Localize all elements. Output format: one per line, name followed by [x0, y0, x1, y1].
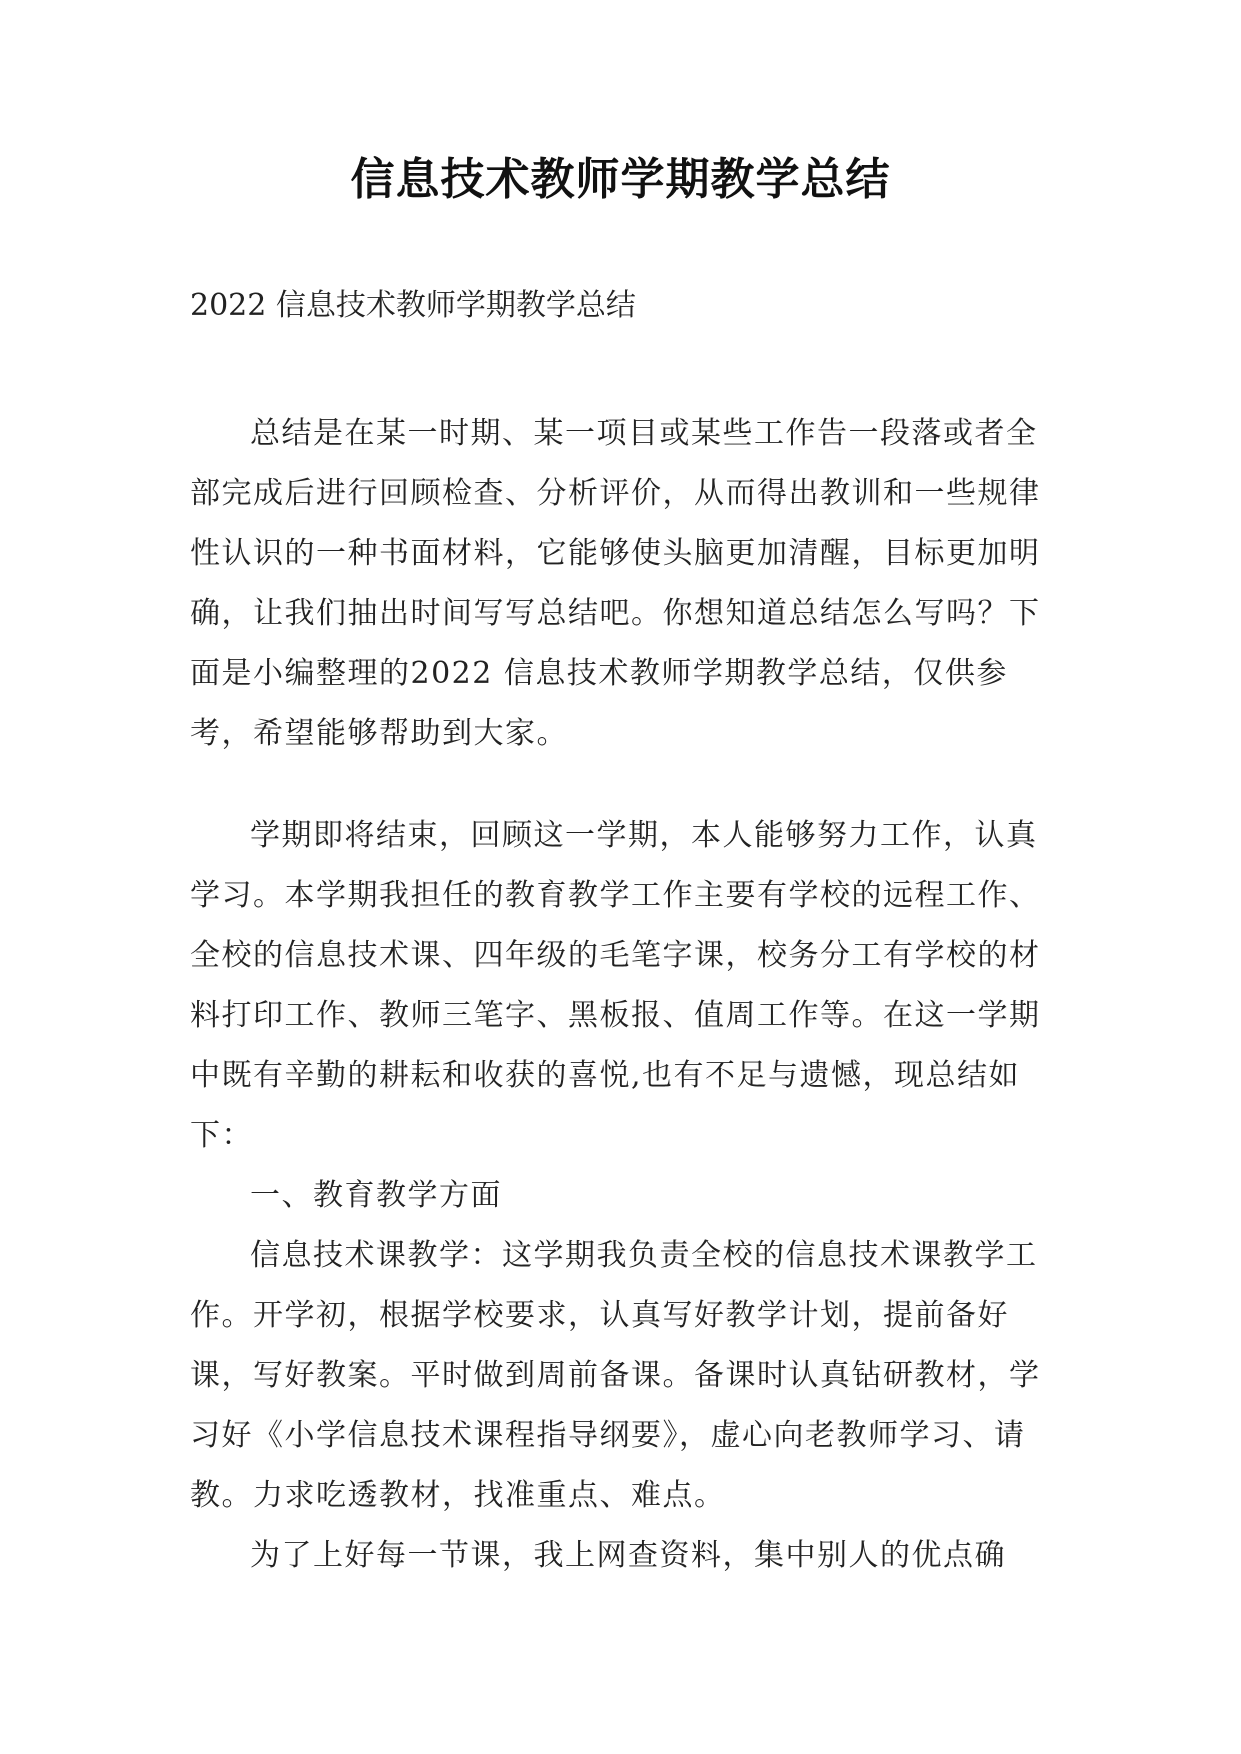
continuation-paragraph: 为了上好每一节课，我上网查资料，集中别人的优点确: [250, 1538, 1006, 1573]
document-subtitle: 2022 信息技术教师学期教学总结: [190, 288, 636, 323]
summary-paragraph: 学期即将结束，回顾这一学期，本人能够努力工作，认真学习。本学期我担任的教育教学工作主要有学校的远程工作、全校的信息技术课、四年级的毛笔字课，校务分工有学校的材料打印工作、教师三笔字、黑板报、值周工作等。在这一学期中既有辛勤的耕耘和收获的喜悦,也有不足与遗憾，现总结如下：: [190, 818, 1041, 1153]
section-heading: 一、教育教学方面: [250, 1178, 502, 1213]
document-title: 信息技术教师学期教学总结: [350, 154, 891, 205]
intro-paragraph: 总结是在某一时期、某一项目或某些工作告一段落或者全部完成后进行回顾检查、分析评价，从而得出教训和一些规律性认识的一种书面材料，它能够使头脑更加清醒，目标更加明确，让我们抽出时间写写总结吧。你想知道总结怎么写吗？下面是小编整理的2022 信息技术教师学期教学总结，仅供参考，希望能够帮助到大家。: [190, 416, 1041, 751]
teaching-paragraph: 信息技术课教学：这学期我负责全校的信息技术课教学工作。开学初，根据学校要求，认真写好教学计划，提前备好课，写好教案。平时做到周前备课。备课时认真钻研教材，学习好《小学信息技术课程指导纲要》，虚心向老教师学习、请教。力求吃透教材，找准重点、难点。: [190, 1238, 1041, 1513]
intro-section: [190, 404, 1060, 764]
main-body: [190, 806, 1060, 1586]
